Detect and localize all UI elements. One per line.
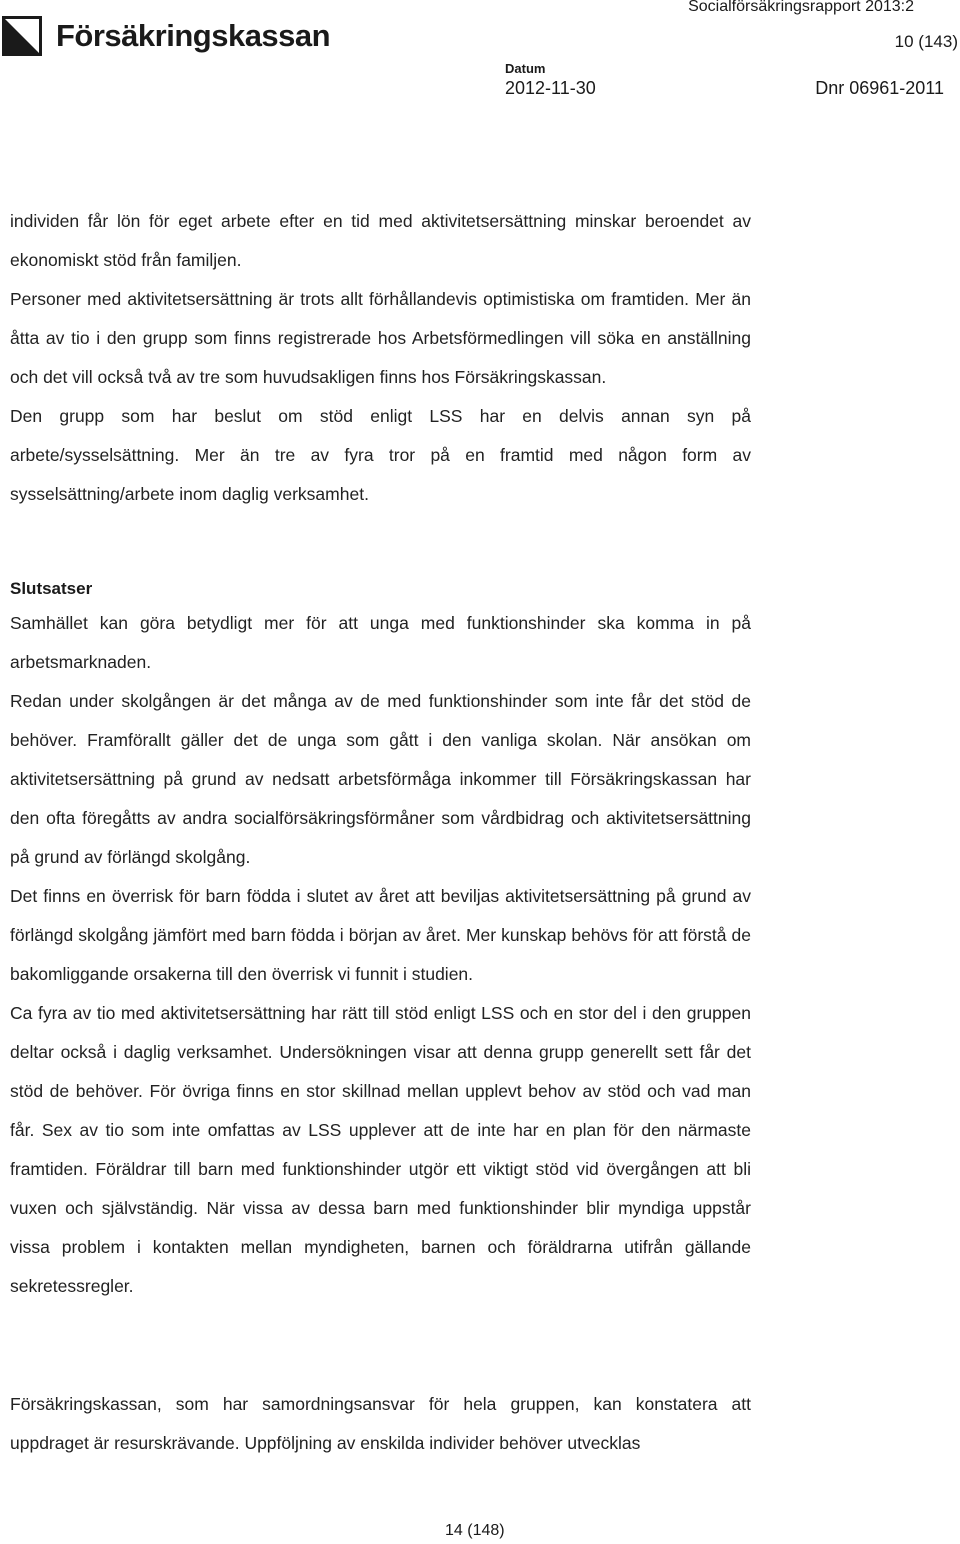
page-number-footer: 14 (148) bbox=[445, 1522, 505, 1539]
paragraph: Redan under skolgången är det många av de med funktionshinder som inte får det stöd de behöver. Framförallt gäller det de unga som gått i den vanliga skolan. När ansökan om aktivitetsersättning på grund av nedsatt arbetsförmåga inkommer till Försäkringskassan har den ofta föregåtts av andra socialförsäkringsförmåner som vårdbidrag och aktivitetsersättning på grund av förlängd skolgång. bbox=[10, 691, 751, 867]
paragraph: Ca fyra av tio med aktivitetsersättning har rätt till stöd enligt LSS och en stor del i den gruppen deltar också i daglig verksamhet. Undersökningen visar att denna grupp generellt sett får det stöd de behöver. För övriga finns en stor skillnad mellan upplevt behov av stöd och vad man får. Sex av tio som inte omfattas av LSS upplever att de inte har en plan för den närmaste framtiden. Föräldrar till barn med funktionshinder utgör ett viktigt stöd vid övergången att bli vuxen och självständig. När vissa av dessa barn med funktionshinder blir myndiga uppstår vissa problem i kontakten mellan myndigheten, barnen och föräldrarna utifrån gällande sekretessregler. bbox=[10, 1003, 751, 1296]
paragraph: individen får lön för eget arbete efter en tid med aktivitetsersättning minskar beroendet av ekonomiskt stöd från familjen. bbox=[10, 211, 751, 270]
paragraph: Den grupp som har beslut om stöd enligt LSS har en delvis annan syn på arbete/sysselsättning. Mer än tre av fyra tror på en framtid med någon form av sysselsättning/arbete inom daglig verksamhet. bbox=[10, 406, 751, 504]
date-value: 2012-11-30 bbox=[505, 78, 596, 98]
paragraph: Det finns en överrisk för barn födda i slutet av året att beviljas aktivitetsersättning på grund av förlängd skolgång jämfört med barn födda i början av året. Mer kunskap behövs för att förstå de bakomliggande orsakerna till den överrisk vi funnit i studien. bbox=[10, 886, 751, 984]
forsakringskassan-logo bbox=[2, 16, 342, 62]
text-block-3 bbox=[10, 1385, 751, 1463]
paragraph: Försäkringskassan, som har samordningsansvar för hela gruppen, kan konstatera att uppdraget är resurskrävande. Uppföljning av enskilda individer behöver utvecklas bbox=[10, 1394, 751, 1453]
diary-number: Dnr 06961-2011 bbox=[815, 78, 944, 98]
page-number-header: 10 (143) bbox=[894, 32, 958, 51]
text-block-1 bbox=[10, 202, 751, 514]
section-heading: Slutsatser bbox=[10, 579, 93, 598]
report-title: Socialförsäkringsrapport 2013:2 bbox=[688, 0, 914, 15]
logo-mark-icon bbox=[2, 16, 42, 56]
text-block-2 bbox=[10, 604, 751, 1306]
date-label: Datum bbox=[505, 61, 546, 76]
paragraph: Personer med aktivitetsersättning är trots allt förhållandevis optimistiska om framtiden. Mer än åtta av tio i den grupp som finns registrerade hos Arbetsförmedlingen vill söka en anställning och det vill också två av tre som huvudsakligen finns hos Försäkringskassan. bbox=[10, 289, 751, 387]
paragraph: Samhället kan göra betydligt mer för att unga med funktionshinder ska komma in på arbetsmarknaden. bbox=[10, 613, 751, 672]
logo-text: Försäkringskassan bbox=[56, 18, 331, 53]
